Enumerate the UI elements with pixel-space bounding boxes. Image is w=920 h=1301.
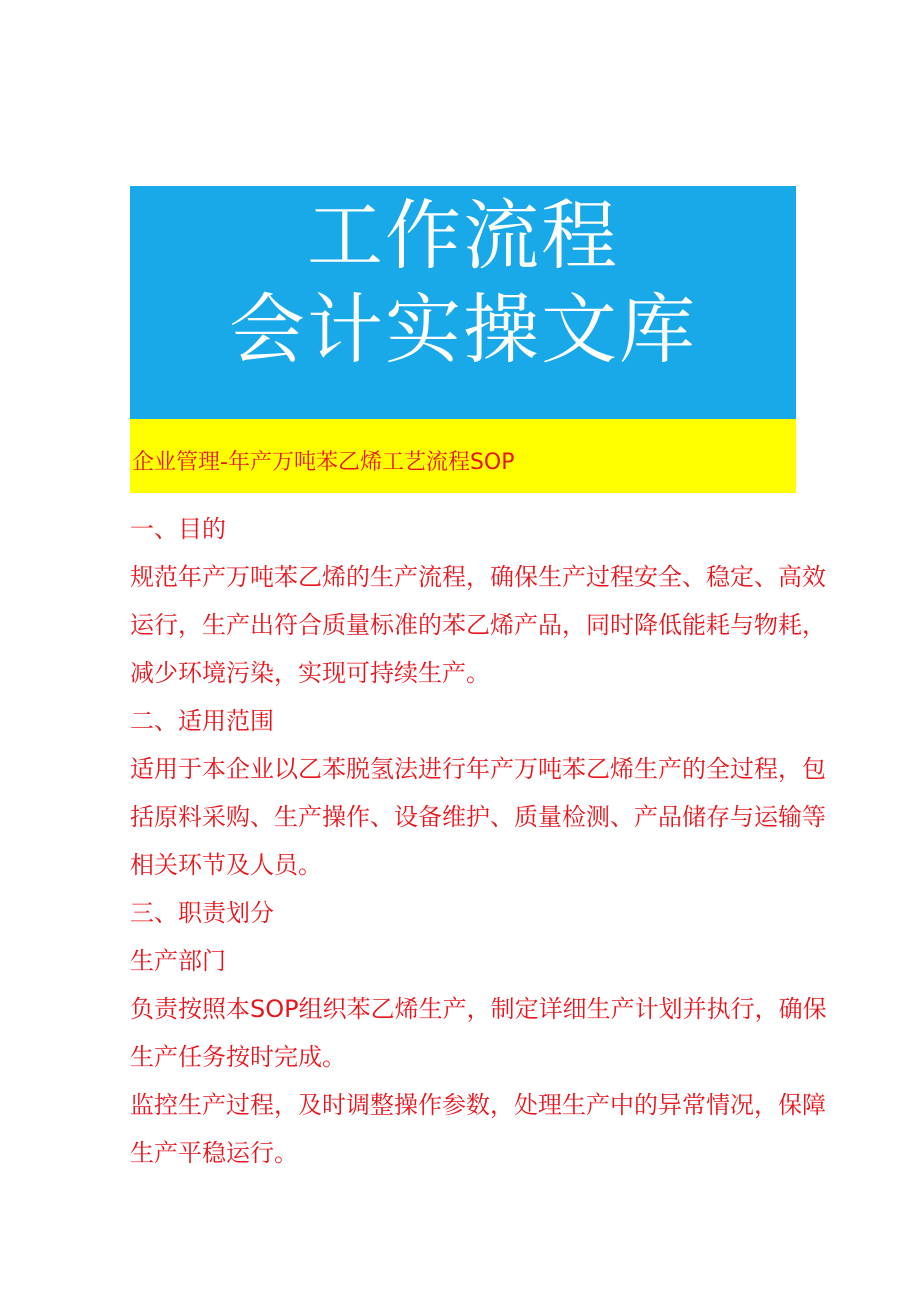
paragraph-line: 负责按照本SOP组织苯乙烯生产，制定详细生产计划并执行，确保: [130, 995, 827, 1023]
paragraph-line: 括原料采购、生产操作、设备维护、质量检测、产品储存与运输等: [130, 803, 826, 831]
paragraph-line: 监控生产过程，及时调整操作参数，处理生产中的异常情况，保障: [130, 1091, 826, 1119]
paragraph-line: 减少环境污染，实现可持续生产。: [130, 659, 490, 687]
banner-title-line1: 工作流程: [307, 191, 619, 280]
paragraph-line: 生产任务按时完成。: [130, 1043, 346, 1071]
title-banner: [130, 186, 796, 419]
paragraph-line: 生产平稳运行。: [130, 1139, 298, 1167]
document-body: [130, 505, 827, 1177]
banner-title-line2: 会计实操文库: [229, 285, 697, 374]
section-heading-purpose: 一、目的: [130, 515, 226, 543]
paragraph-line: 运行，生产出符合质量标准的苯乙烯产品，同时降低能耗与物耗，: [130, 611, 826, 639]
subsection-heading-production: 生产部门: [130, 947, 226, 975]
paragraph-line: 相关环节及人员。: [130, 851, 322, 879]
subtitle-bar: [130, 419, 796, 493]
section-heading-scope: 二、适用范围: [130, 707, 274, 735]
paragraph-line: 规范年产万吨苯乙烯的生产流程，确保生产过程安全、稳定、高效: [130, 563, 826, 591]
section-heading-responsibilities: 三、职责划分: [130, 899, 274, 927]
document-subtitle: 企业管理-年产万吨苯乙烯工艺流程SOP: [132, 450, 515, 475]
paragraph-line: 适用于本企业以乙苯脱氢法进行年产万吨苯乙烯生产的全过程，包: [130, 755, 826, 783]
